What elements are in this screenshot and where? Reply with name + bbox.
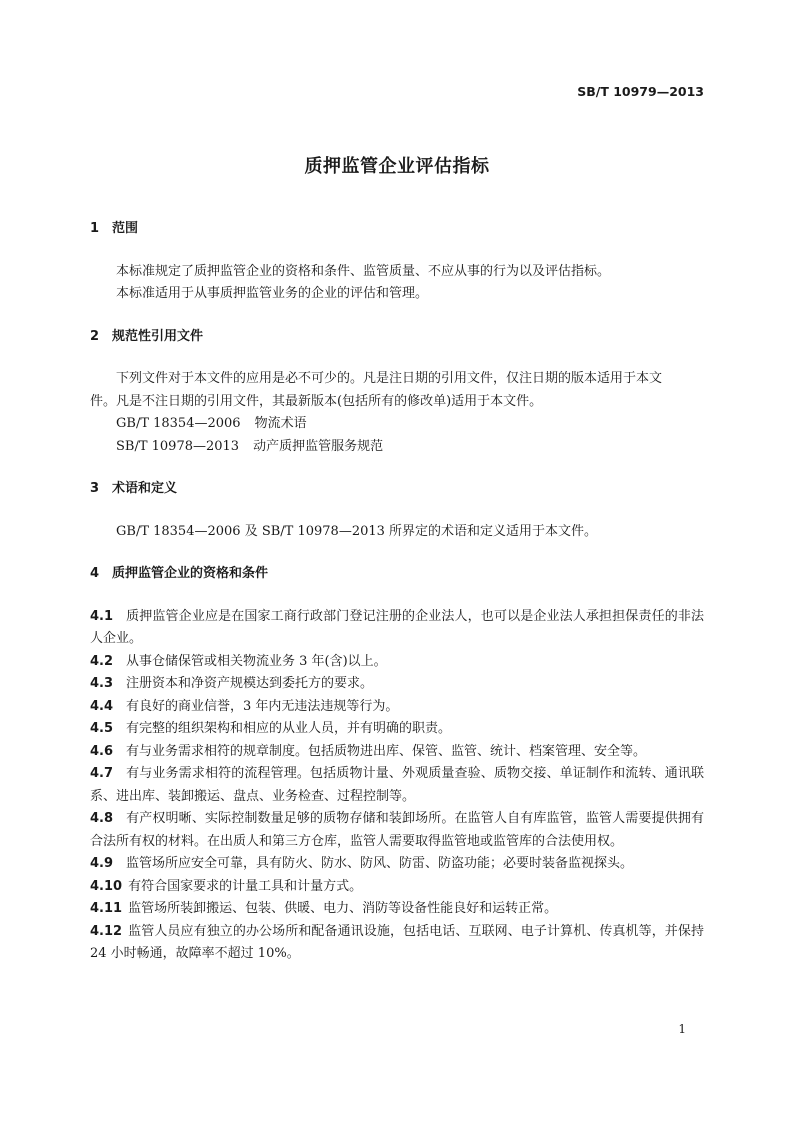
section-number: 1: [90, 221, 100, 236]
section-number: 4: [90, 566, 100, 581]
section-heading: [90, 218, 704, 241]
clause-4-9: [90, 853, 704, 876]
clause-number: 4.12: [90, 923, 123, 939]
clause-text: 注册资本和净资产规模达到委托方的要求。: [126, 676, 374, 691]
clause-number: 4.2: [90, 653, 114, 669]
clause-text: 监管场所装卸搬运、包装、供暖、电力、消防等设备性能良好和运转正常。: [128, 901, 558, 916]
section-terms-definitions: [90, 478, 704, 543]
clause-text: 监管人员应有独立的办公场所和配备通讯设施，包括电话、互联网、电子计算机、传真机等，并保持 24 小时畅通，故障率不超过 10%。: [90, 923, 704, 961]
clause-number: 4.3: [90, 676, 114, 691]
clause-number: 4.4: [90, 698, 114, 714]
clause-text: 有完整的组织架构和相应的从业人员，并有明确的职责。: [126, 721, 452, 736]
paragraph: 本标准规定了质押监管企业的资格和条件、监管质量、不应从事的行为以及评估指标。: [116, 263, 611, 279]
paragraph: 本标准适用于从事质押监管业务的企业的评估和管理。: [116, 286, 429, 301]
clause-text: 从事仓储保管或相关物流业务 3 年(含)以上。: [126, 653, 387, 669]
document-body: [90, 218, 704, 986]
reference-name: 动产质押监管服务规范: [253, 438, 384, 454]
clause-4-2: [90, 651, 704, 674]
clause-number: 4.5: [90, 721, 114, 736]
clause-number: 4.10: [90, 878, 123, 894]
section-normative-references: [90, 326, 704, 459]
clause-4-4: [90, 696, 704, 719]
clause-4-10: [90, 876, 704, 899]
clause-text: 监管场所应安全可靠，具有防火、防水、防风、防雷、防盗功能；必要时装备监视探头。: [126, 856, 634, 871]
paragraph: 下列文件对于本文件的应用是必不可少的。凡是注日期的引用文件，仅注日期的版本适用于本文: [116, 371, 663, 386]
section-title: 质押监管企业的资格和条件: [112, 566, 269, 581]
clause-4-6: [90, 741, 704, 764]
document-title: 质押监管企业评估指标: [304, 156, 490, 177]
clause-4-1: [90, 606, 704, 651]
clause-text: 有良好的商业信誉，3 年内无违法违规等行为。: [126, 698, 399, 714]
clause-4-5: [90, 718, 704, 741]
clause-text: 质押监管企业应是在国家工商行政部门登记注册的企业法人，也可以是企业法人承担担保责任的非法人企业。: [90, 608, 704, 646]
clause-number: 4.7: [90, 766, 114, 781]
clause-text: 有产权明晰、实际控制数量足够的质物存储和装卸场所。在监管人自有库监管，监管人需要提供拥有合法所有权的材料。在出质人和第三方仓库，监管人需要取得监管地或监管库的合法使用权。: [90, 811, 704, 849]
standard-code: SB/T 10979—2013: [577, 84, 704, 99]
clause-number: 4.8: [90, 811, 114, 826]
clause-number: 4.9: [90, 856, 114, 871]
section-heading: [90, 326, 704, 349]
reference-code: SB/T 10978—2013: [116, 438, 240, 454]
page-number: 1: [678, 1022, 686, 1036]
section-number: 3: [90, 481, 100, 496]
clause-text: 有与业务需求相符的流程管理。包括质物计量、外观质量查验、质物交接、单证制作和流转、通讯联系、进出库、装卸搬运、盘点、业务检查、过程控制等。: [90, 766, 704, 804]
section-title: 范围: [112, 221, 139, 236]
section-qualifications: [90, 563, 704, 966]
reference-item: [90, 413, 704, 436]
section-title: 术语和定义: [112, 481, 178, 496]
clause-text: 有符合国家要求的计量工具和计量方式。: [128, 878, 363, 894]
section-number: 2: [90, 328, 100, 344]
reference-name: 物流术语: [254, 416, 307, 431]
clause-number: 4.6: [90, 743, 114, 759]
paragraph-continuation: 件。凡是不注日期的引用文件，其最新版本(包括所有的修改单)适用于本文件。: [90, 393, 543, 409]
clause-4-3: [90, 673, 704, 696]
paragraph: GB/T 18354—2006 及 SB/T 10978—2013 所界定的术语和定义适用于本文件。: [116, 523, 598, 539]
section-scope: [90, 218, 704, 306]
section-title: 规范性引用文件: [112, 328, 204, 344]
section-heading: [90, 563, 704, 586]
clause-4-7: [90, 763, 704, 808]
clause-text: 有与业务需求相符的规章制度。包括质物进出库、保管、监管、统计、档案管理、安全等。: [126, 743, 647, 759]
clause-4-11: [90, 898, 704, 921]
section-heading: [90, 478, 704, 501]
clause-4-8: [90, 808, 704, 853]
clause-number: 4.11: [90, 901, 123, 916]
clause-number: 4.1: [90, 608, 114, 624]
clause-4-12: [90, 921, 704, 966]
reference-code: GB/T 18354—2006: [116, 416, 241, 431]
reference-item: [90, 436, 704, 459]
